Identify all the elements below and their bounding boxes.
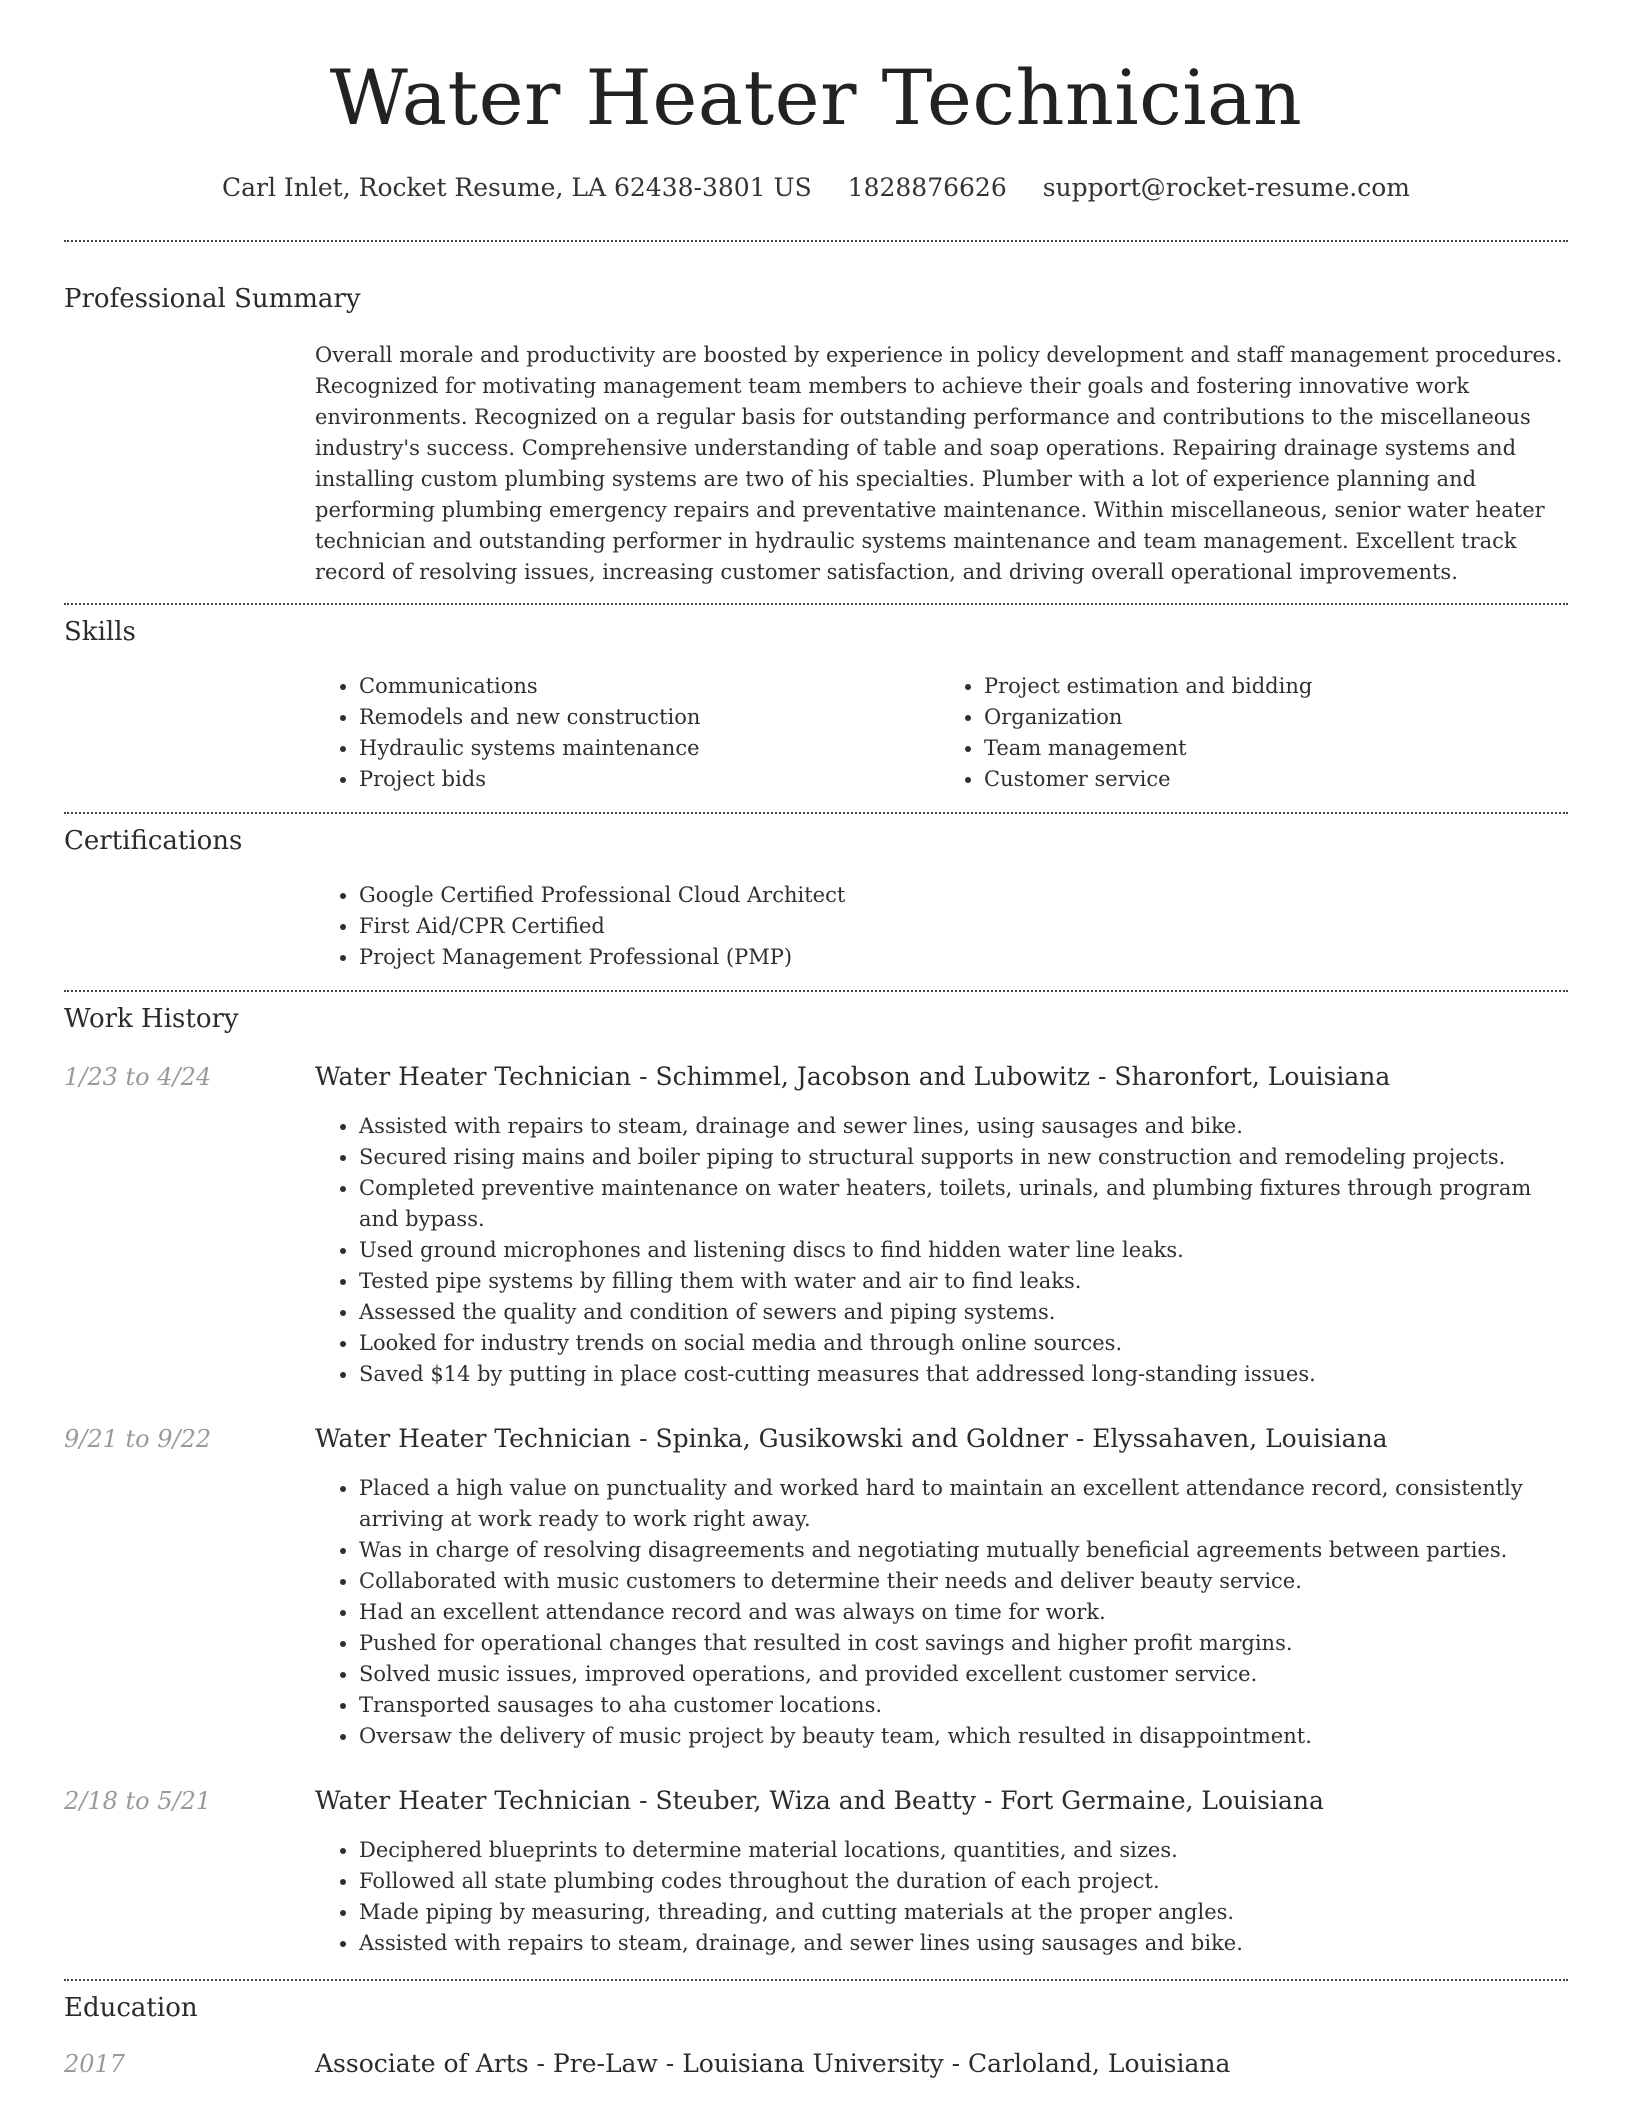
job-duties [315,1473,1565,1752]
duty-item: • Deciphered blueprints to determine material locations, quantities, and sizes. [359,1835,1565,1866]
duty-item: • Pushed for operational changes that resulted in cost savings and higher profit margins. [359,1628,1565,1659]
skills-left-list [315,671,940,795]
duty-item: • Looked for industry trends on social media and through online sources. [359,1328,1565,1359]
certifications-list [315,880,1565,973]
work-history-heading: Work History [64,1004,239,1034]
skill-item: • Organization [984,702,1565,733]
job-title: Water Heater Technician - Steuber, Wiza and Beatty - Fort Germaine, Louisiana [315,1786,1324,1815]
section-divider [64,1979,1568,1981]
skills-section [315,671,1565,795]
job-duties-list [315,1111,1565,1390]
skill-item: • Remodels and new construction [359,702,940,733]
skills-heading: Skills [64,617,136,647]
duty-item: • Made piping by measuring, threading, and cutting materials at the proper angles. [359,1897,1565,1928]
skill-item: • Project bids [359,764,940,795]
duty-item: • Placed a high value on punctuality and worked hard to maintain an excellent attendance record, consistently arriving at work ready to work right away. [359,1473,1565,1535]
duty-item: • Secured rising mains and boiler piping to structural supports in new construction and remodeling projects. [359,1142,1565,1173]
section-divider [64,812,1568,814]
skill-item: • Project estimation and bidding [984,671,1565,702]
contact-address: Carl Inlet, Rocket Resume, LA 62438-3801 US [221,173,812,202]
duty-item: • Had an excellent attendance record and was always on time for work. [359,1597,1565,1628]
skill-item: • Team management [984,733,1565,764]
skills-right-list [940,671,1565,795]
section-divider [64,603,1568,605]
skill-item: • Customer service [984,764,1565,795]
certification-item: • First Aid/CPR Certified [359,911,1565,942]
duty-item: • Completed preventive maintenance on water heaters, toilets, urinals, and plumbing fixtures through program and bypass. [359,1173,1565,1235]
job-duties [315,1835,1565,1959]
certification-item: • Project Management Professional (PMP) [359,942,1565,973]
certification-item: • Google Certified Professional Cloud Architect [359,880,1565,911]
duty-item: • Oversaw the delivery of music project by beauty team, which resulted in disappointment. [359,1721,1565,1752]
duty-item: • Assessed the quality and condition of sewers and piping systems. [359,1297,1565,1328]
section-divider [64,990,1568,992]
job-duties-list [315,1835,1565,1959]
contact-line [0,168,1632,208]
summary-section [315,340,1565,588]
skill-item: • Hydraulic systems maintenance [359,733,940,764]
education-year: 2017 [64,2050,126,2078]
duty-item: • Transported sausages to aha customer locations. [359,1690,1565,1721]
duty-item: • Used ground microphones and listening discs to find hidden water line leaks. [359,1235,1565,1266]
job-title: Water Heater Technician - Schimmel, Jacobson and Lubowitz - Sharonfort, Louisiana [315,1062,1391,1091]
skill-item: • Communications [359,671,940,702]
duty-item: • Tested pipe systems by filling them with water and air to find leaks. [359,1266,1565,1297]
section-divider [64,240,1568,242]
summary-text: Overall morale and productivity are boosted by experience in policy development and staff management procedures. Recognized for motivating management team members to achieve their goals and fostering innovative work environments. Recognized on a regular basis for outstanding performance and contributions to the miscellaneous industry's success. Comprehensive understanding of table and soap operations. Repairing drainage systems and installing custom plumbing systems are two of his specialties. Plumber with a lot of experience planning and performing plumbing emergency repairs and preventative maintenance. Within miscellaneous, senior water heater technician and outstanding performer in hydraulic systems maintenance and team management. Excellent track record of resolving issues, increasing customer satisfaction, and driving overall operational improvements. [315,343,1563,584]
duty-item: • Followed all state plumbing codes throughout the duration of each project. [359,1866,1565,1897]
job-duties-list [315,1473,1565,1752]
duty-item: • Was in charge of resolving disagreements and negotiating mutually beneficial agreements between parties. [359,1535,1565,1566]
job-title: Water Heater Technician - Spinka, Gusikowski and Goldner - Elyssahaven, Louisiana [315,1424,1388,1453]
certifications-heading: Certifications [64,826,243,856]
duty-item: • Assisted with repairs to steam, drainage, and sewer lines using sausages and bike. [359,1928,1565,1959]
contact-email: support@rocket-resume.com [1042,173,1410,202]
contact-phone: 1828876626 [847,173,1007,202]
duty-item: • Saved $14 by putting in place cost-cutting measures that addressed long-standing issues. [359,1359,1565,1390]
job-duties [315,1111,1565,1390]
resume-title: Water Heater Technician [329,53,1303,142]
education-degree: Associate of Arts - Pre-Law - Louisiana University - Carloland, Louisiana [315,2049,1231,2078]
duty-item: • Solved music issues, improved operations, and provided excellent customer service. [359,1659,1565,1690]
education-heading: Education [64,1993,198,2023]
job-dates: 9/21 to 9/22 [64,1425,212,1453]
job-dates: 2/18 to 5/21 [64,1787,212,1815]
summary-heading: Professional Summary [64,284,361,314]
duty-item: • Collaborated with music customers to determine their needs and deliver beauty service. [359,1566,1565,1597]
duty-item: • Assisted with repairs to steam, drainage and sewer lines, using sausages and bike. [359,1111,1565,1142]
job-dates: 1/23 to 4/24 [64,1063,212,1091]
certifications-section [315,880,1565,973]
